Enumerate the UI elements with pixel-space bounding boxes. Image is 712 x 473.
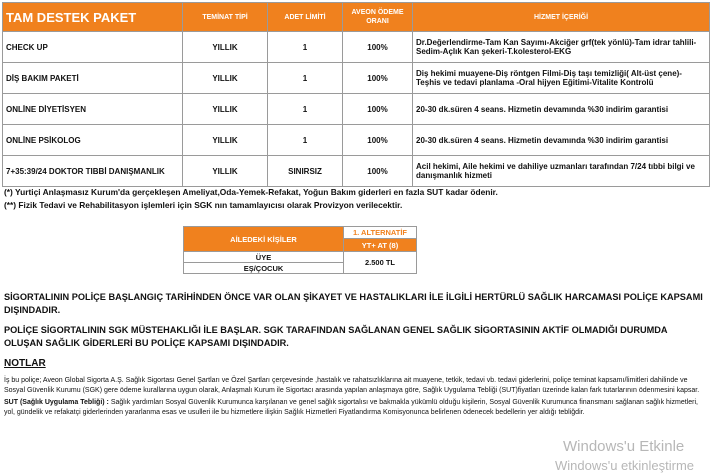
alternative-title: 1. ALTERNATİF bbox=[344, 227, 417, 239]
paragraph-2 bbox=[4, 398, 704, 418]
header-package: TAM DESTEK PAKET bbox=[3, 3, 183, 32]
notes-paragraphs bbox=[4, 376, 704, 420]
family-spouse-child-label: EŞ/ÇOCUK bbox=[184, 263, 344, 274]
row-name: DİŞ BAKIM PAKETİ bbox=[3, 63, 183, 94]
header-count-limit: ADET LİMİTİ bbox=[268, 3, 343, 32]
paragraph-2-bold: SUT (Sağlık Uygulama Tebliği) : bbox=[4, 399, 109, 406]
row-type: YILLIK bbox=[183, 125, 268, 156]
row-type: YILLIK bbox=[183, 32, 268, 63]
row-rate: 100% bbox=[343, 63, 413, 94]
row-detail: Diş hekimi muayene-Diş röntgen Filmi-Diş taşı temizliği( Alt-üst çene)- Teşhis ve tedavi planlama -Oral hijyen Eğitimi-Vitalite Kontrolü bbox=[413, 63, 710, 94]
paragraph-1 bbox=[4, 376, 704, 396]
row-limit: 1 bbox=[268, 63, 343, 94]
row-type: YILLIK bbox=[183, 94, 268, 125]
row-rate: 100% bbox=[343, 156, 413, 187]
row-name: CHECK UP bbox=[3, 32, 183, 63]
table-row bbox=[3, 32, 710, 63]
family-price-table bbox=[183, 226, 417, 274]
row-rate: 100% bbox=[343, 32, 413, 63]
family-header: AİLEDEKİ KİŞİLER bbox=[184, 227, 344, 252]
row-type: YILLIK bbox=[183, 63, 268, 94]
row-name: 7+35:39/24 DOKTOR TIBBİ DANIŞMANLIK bbox=[3, 156, 183, 187]
alternative-code: YT+ AT (8) bbox=[344, 239, 417, 252]
row-detail: Dr.Değerlendirme-Tam Kan Sayımı-Akciğer grf(tek yönlü)-Tam idrar tahlili-Sedim-Açlık Kan şekeri-T.kolesterol-EKG bbox=[413, 32, 710, 63]
paragraph-1-text: İş bu poliçe; Aveon Global Sigorta A.Ş. Sağlık Sigortası Genel Şartları ve Özel Şartları çerçevesinde ,hastalık ve rahatsızlıklarına ait muayene, tetkik, tedavi vb. tedavi giderlerini, poliçe teminat kapsamı/limitleri dahilinde ve Sosyal Güvenlik Kurumu (SGK) gere ödeme kurallarına uygun olarak, Anlaşmalı Kurum ile Sigortacı arasında yapılan anlaşmaya göre, Sağlık Uygulama Tebliği (SUT)fiyatları üzerinde kalan fark tutarlarının ödenmesini kapsar. bbox=[4, 377, 700, 394]
warning-sgk: POLİÇE SİGORTALININ SGK MÜSTEHAKLIĞI İLE BAŞLAR. SGK TARAFINDAN SAĞLANAN GENEL SAĞLIK SİGORTASININ AKTİF OLMADIĞI DURUMDA OLUŞAN SAĞLIK GİDERLERİ BU POLİÇE KAPSAMI DIŞINDADIR. bbox=[4, 325, 668, 348]
table-row bbox=[3, 63, 710, 94]
row-detail: 20-30 dk.süren 4 seans. Hizmetin devamında %30 indirim garantisi bbox=[413, 125, 710, 156]
row-name: ONLİNE PSİKOLOG bbox=[3, 125, 183, 156]
footnote-2: (**) Fizik Tedavi ve Rehabilitasyon işlemleri için SGK nın tamamlayıcısı olarak Provizyon verilecektir. bbox=[4, 200, 403, 210]
row-limit: SINIRSIZ bbox=[268, 156, 343, 187]
paragraph-2-text: Sağlık yardımları Sosyal Güvenlik Kurumunca karşılanan ve genel sağlık sigortalısı ve bakmakla yükümlü olduğu kişilerin, Sosyal Güvenlik Kurumunca finansmanı sağlanan sağlık hizmetleri, yol, gündelik ve refakatçi giderlerinden yararlanma esas ve usulleri ile bu hizmetlere ilişkin Sağlık Hizmetleri Fiyatlandırma Komisyonunca belirlenen ödenecek bedellerin yer aldığı tebliğdir. bbox=[4, 399, 698, 416]
footnotes bbox=[4, 186, 704, 212]
row-rate: 100% bbox=[343, 94, 413, 125]
family-member-label: ÜYE bbox=[184, 252, 344, 263]
activation-watermark-line2: Windows'u etkinleştirme bbox=[555, 458, 695, 473]
header-payment-rate: AVEON ÖDEME ORANI bbox=[343, 3, 413, 32]
family-price: 2.500 TL bbox=[344, 252, 417, 274]
row-type: YILLIK bbox=[183, 156, 268, 187]
table-row bbox=[3, 156, 710, 187]
table-row bbox=[3, 125, 710, 156]
row-detail: 20-30 dk.süren 4 seans. Hizmetin devamında %30 indirim garantisi bbox=[413, 94, 710, 125]
activation-watermark-line1: Windows'u Etkinle bbox=[563, 438, 685, 455]
notes-title: NOTLAR bbox=[4, 358, 46, 369]
row-limit: 1 bbox=[268, 125, 343, 156]
warning-preexisting: SİGORTALININ POLİÇE BAŞLANGIÇ TARİHİNDEN ÖNCE VAR OLAN ŞİKAYET VE HASTALIKLARI İLE İLGİLİ HERTÜRLÜ SAĞLIK HARCAMASI POLİÇE KAPSAMI DIŞINDADIR. bbox=[4, 292, 703, 315]
header-coverage-type: TEMİNAT TİPİ bbox=[183, 3, 268, 32]
row-rate: 100% bbox=[343, 125, 413, 156]
table-row bbox=[3, 94, 710, 125]
row-name: ONLİNE DİYETİSYEN bbox=[3, 94, 183, 125]
row-limit: 1 bbox=[268, 32, 343, 63]
coverage-header-row bbox=[3, 3, 710, 32]
coverage-table bbox=[2, 2, 710, 187]
row-limit: 1 bbox=[268, 94, 343, 125]
header-service-content: HİZMET İÇERİĞİ bbox=[413, 3, 710, 32]
footnote-1: (*) Yurtiçi Anlaşmasız Kurum'da gerçekleşen Ameliyat,Oda-Yemek-Refakat, Yoğun Bakım giderleri en fazla SUT kadar ödenir. bbox=[4, 187, 498, 197]
row-detail: Acil hekimi, Aile hekimi ve dahiliye uzmanları tarafından 7/24 tıbbi bilgi ve danışmanlık hizmeti bbox=[413, 156, 710, 187]
